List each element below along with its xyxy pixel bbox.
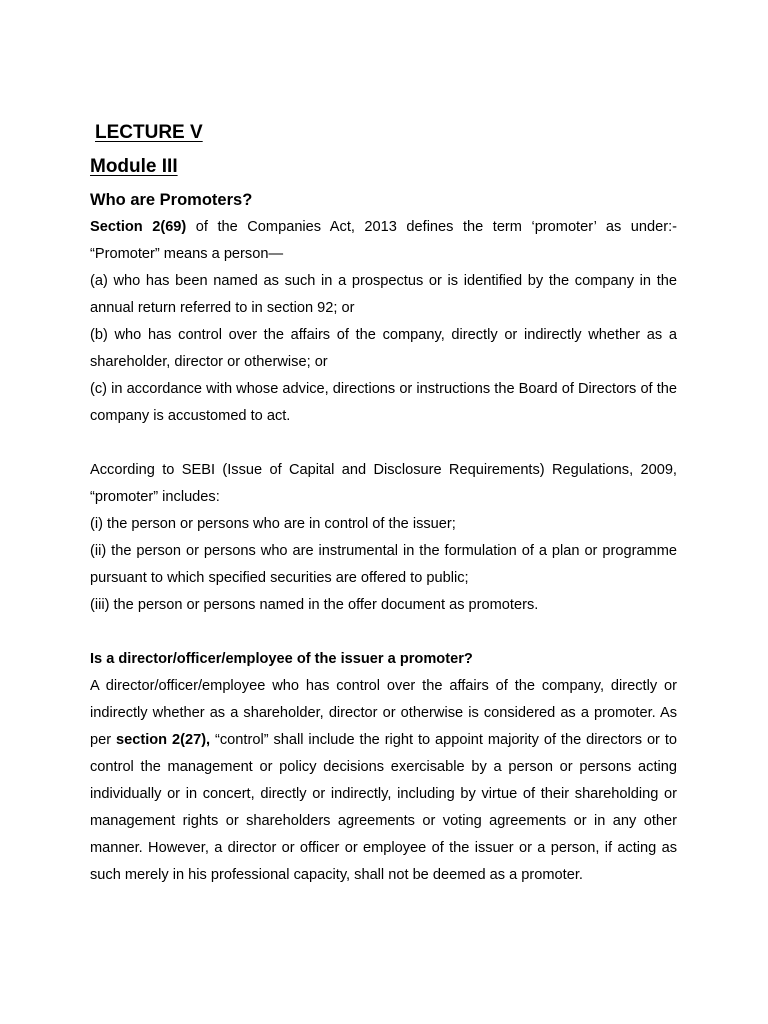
module-heading: Module III <box>90 156 178 177</box>
sebi-intro-paragraph: According to SEBI (Issue of Capital and Disclosure Requirements) Regulations, 2009, “promoter” includes: <box>90 462 677 505</box>
section-heading: Who are Promoters? <box>90 191 253 209</box>
list-item-a: (a) who has been named as such in a prospectus or is identified by the company in the annual return referred to in section 92; or <box>90 273 677 316</box>
section-2-27-bold: section 2(27), <box>116 732 211 748</box>
list-item-b: (b) who has control over the affairs of the company, directly or indirectly whether as a shareholder, director or otherwise; or <box>90 327 677 370</box>
sebi-item-ii: (ii) the person or persons who are instrumental in the formulation of a plan or programme pursuant to which specified securities are offered to public; <box>90 543 677 586</box>
definition-text: of the Companies Act, 2013 defines the term ‘promoter’ as under:- “Promoter” means a person— <box>90 219 677 262</box>
definition-paragraph <box>90 214 677 268</box>
document-body <box>90 214 677 889</box>
answer-text-part1: A director/officer/employee who has control over the affairs of the company, directly or indirectly whether as a shareholder, director or otherwise is considered as a promoter. As per <box>90 678 677 748</box>
sebi-item-iii: (iii) the person or persons named in the offer document as promoters. <box>90 597 539 613</box>
answer-text-part2: “control” shall include the right to appoint majority of the directors or to control the management or policy decisions exercisable by a person or persons acting individually or in concert, directly or indirectly, including by virtue of their shareholding or management rights or shareholders agreements or voting agreements or in any other manner. However, a director or officer or employee of the issuer or a person, if acting as such merely in his professional capacity, shall not be deemed as a promoter. <box>90 732 677 883</box>
sebi-item-i: (i) the person or persons who are in control of the issuer; <box>90 516 456 532</box>
list-item-c: (c) in accordance with whose advice, directions or instructions the Board of Directors of the company is accustomed to act. <box>90 381 677 424</box>
section-reference-bold: Section 2(69) <box>90 219 187 235</box>
question-heading: Is a director/officer/employee of the issuer a promoter? <box>90 651 473 667</box>
answer-paragraph <box>90 673 677 889</box>
lecture-heading: LECTURE V <box>95 122 203 143</box>
